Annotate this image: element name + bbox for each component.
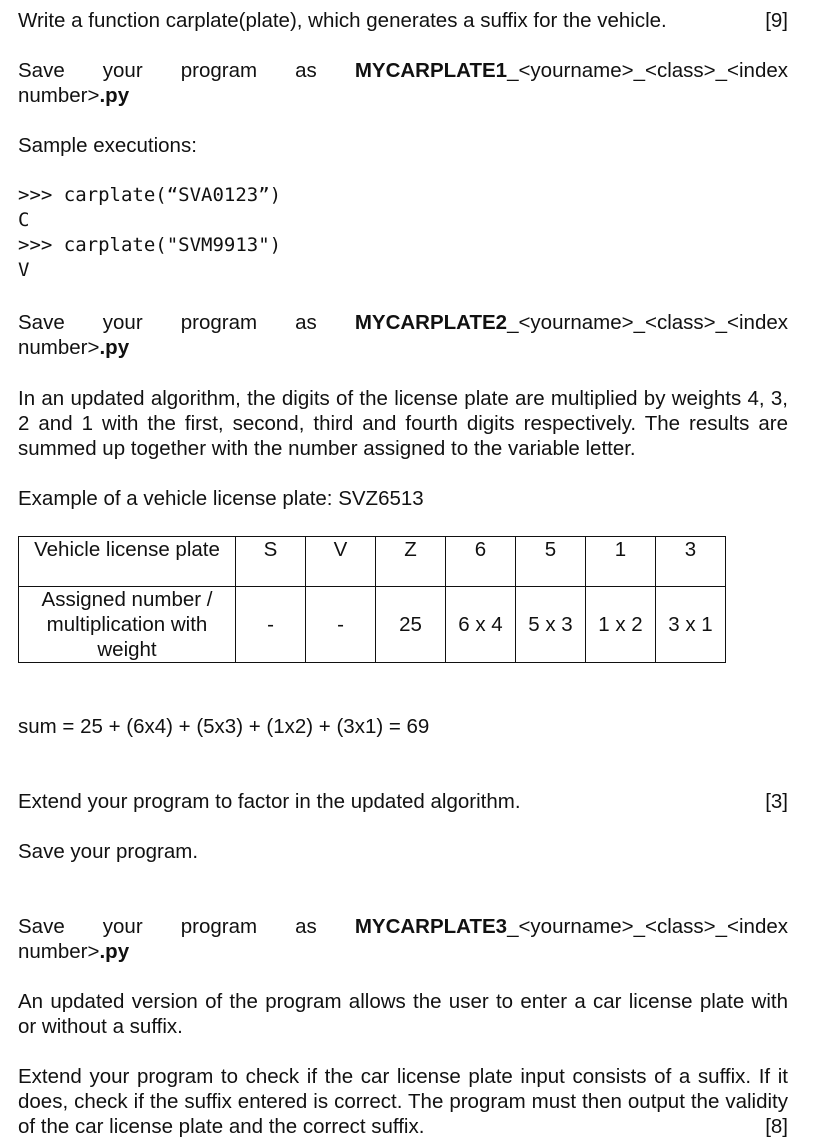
sum-line: sum = 25 + (6x4) + (5x3) + (1x2) + (3x1) = 69 <box>18 715 430 738</box>
filename-ext: .py <box>99 84 130 107</box>
save-word: program <box>180 59 258 82</box>
example-line: Example of a vehicle license plate: SVZ6513 <box>18 487 424 510</box>
algorithm-paragraph: In an updated algorithm, the digits of the license plate are multiplied by weights 4, 3, 2 and 1 with the first, second, third and fourth digits respectively. The results are summed up together with the number assigned to the variable letter. <box>18 387 788 460</box>
save-word: your <box>102 915 143 938</box>
table-row <box>19 537 726 587</box>
save-filename <box>355 58 788 83</box>
filename-rest: _<yourname>_<class>_<index <box>507 915 788 938</box>
table-value: - <box>306 587 376 663</box>
save-word: as <box>295 311 317 334</box>
code-line: V <box>18 259 30 281</box>
table-char: 3 <box>656 537 726 587</box>
save-instruction-2 <box>18 310 788 360</box>
extend-question-2 <box>18 1064 788 1139</box>
sample-code <box>18 183 281 283</box>
table-value: 25 <box>376 587 446 663</box>
save-instruction-3 <box>18 914 788 964</box>
table-char: S <box>236 537 306 587</box>
filename-line2: number> <box>18 336 100 359</box>
save-word: program <box>180 915 258 938</box>
save-filename <box>355 914 788 939</box>
filename-bold: MYCARPLATE1 <box>354 59 508 82</box>
filename-ext: .py <box>99 336 130 359</box>
table-value: 3 x 1 <box>656 587 726 663</box>
table-row <box>19 587 726 663</box>
extend-1-text: Extend your program to factor in the updated algorithm. <box>18 790 521 813</box>
code-line: >>> carplate(“SVA0123”) <box>18 184 282 206</box>
table-char: 6 <box>446 537 516 587</box>
filename-line2: number> <box>18 940 100 963</box>
save-word: your <box>102 59 143 82</box>
extend-question-1 <box>18 789 788 814</box>
table-char: V <box>306 537 376 587</box>
extend-2-text: Extend your program to check if the car license plate input consists of a suffix. If it does, check if the suffix entered is correct. The program must then output the validity of the car license plate and the correct suffix. <box>18 1065 788 1138</box>
save-program-line: Save your program. <box>18 840 199 863</box>
save-instruction-1 <box>18 58 788 108</box>
table-char: Z <box>376 537 446 587</box>
filename-rest: _<yourname>_<class>_<index <box>507 59 788 82</box>
filename-bold: MYCARPLATE2 <box>354 311 508 334</box>
table-char: 1 <box>586 537 656 587</box>
table-value: - <box>236 587 306 663</box>
filename-ext: .py <box>99 940 130 963</box>
save-word: as <box>295 59 317 82</box>
updated-version-paragraph: An updated version of the program allows the user to enter a car license plate with or without a suffix. <box>18 990 788 1038</box>
filename-bold: MYCARPLATE3 <box>354 915 508 938</box>
table-value: 6 x 4 <box>446 587 516 663</box>
table-value: 5 x 3 <box>516 587 586 663</box>
code-line: C <box>18 209 30 231</box>
save-word: Save <box>18 915 65 938</box>
plate-table <box>18 536 726 663</box>
table-value: 1 x 2 <box>586 587 656 663</box>
save-word: Save <box>18 311 65 334</box>
table-row-label: Assigned number / multiplication with weight <box>19 587 236 663</box>
question-1-marks: [9] <box>765 9 788 32</box>
extend-2-marks: [8] <box>757 1114 788 1139</box>
filename-line2: number> <box>18 84 100 107</box>
code-line: >>> carplate("SVM9913") <box>18 234 282 256</box>
save-filename <box>355 310 788 335</box>
question-1-text: Write a function carplate(plate), which generates a suffix for the vehicle. <box>18 9 667 32</box>
table-header-label: Vehicle license plate <box>19 537 236 587</box>
extend-1-marks: [3] <box>765 790 788 813</box>
sample-heading: Sample executions: <box>18 134 197 157</box>
table-char: 5 <box>516 537 586 587</box>
save-word: your <box>102 311 143 334</box>
save-word: as <box>295 915 317 938</box>
filename-rest: _<yourname>_<class>_<index <box>507 311 788 334</box>
question-1 <box>18 8 788 33</box>
save-word: program <box>180 311 258 334</box>
save-word: Save <box>18 59 65 82</box>
